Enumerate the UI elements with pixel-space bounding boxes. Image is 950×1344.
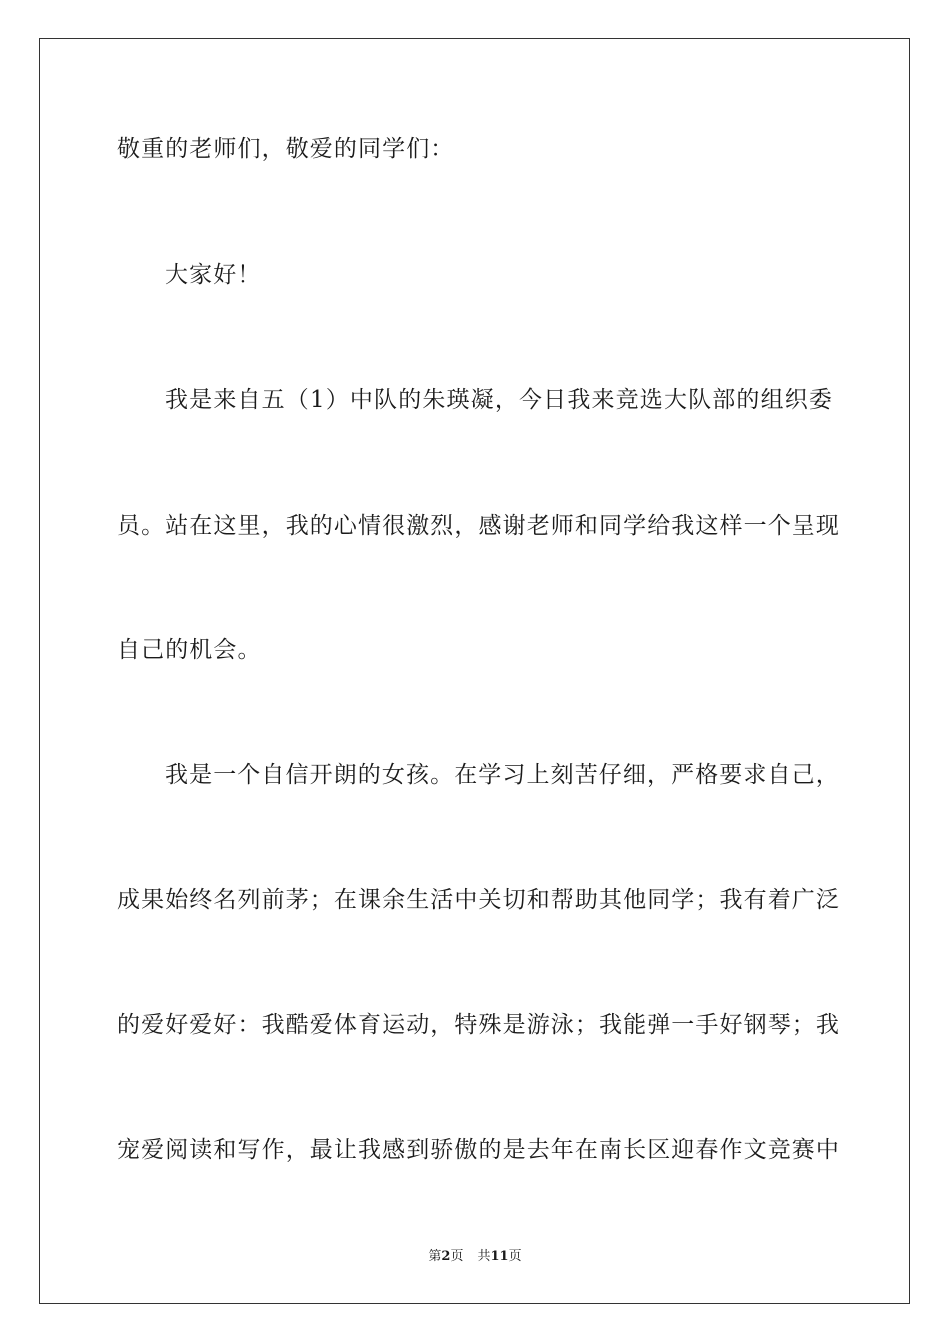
total-pages-number: 11 <box>490 1249 509 1264</box>
paragraph-3-line-4: 宠爱阅读和写作，最让我感到骄傲的是去年在南长区迎春作文竞赛中 <box>117 1137 840 1163</box>
total-prefix: 共 <box>477 1249 491 1264</box>
paragraph-3-line-2: 成果始终名列前茅；在课余生活中关切和帮助其他同学；我有着广泛 <box>117 887 840 913</box>
paragraph-2-line-3: 自己的机会。 <box>117 637 262 663</box>
paragraph-2-line-2: 员。站在这里，我的心情很激烈，感谢老师和同学给我这样一个呈现 <box>117 513 840 539</box>
current-page-number: 2 <box>441 1249 451 1264</box>
paragraph-3-line-3: 的爱好爱好：我酷爱体育运动，特殊是游泳；我能弹一手好钢琴；我 <box>117 1012 840 1038</box>
greeting-line: 敬重的老师们，敬爱的同学们： <box>117 136 455 162</box>
page-prefix: 第 <box>428 1249 442 1264</box>
paragraph-2-line-1: 我是来自五（1）中队的朱瑛凝，今日我来竞选大队部的组织委 <box>165 387 833 413</box>
page-border <box>39 38 910 1304</box>
page-suffix: 页 <box>450 1249 464 1264</box>
total-suffix: 页 <box>508 1249 522 1264</box>
paragraph-1-line-1: 大家好！ <box>165 262 262 288</box>
paragraph-3-line-1: 我是一个自信开朗的女孩。在学习上刻苦仔细，严格要求自己， <box>165 762 840 788</box>
page-footer <box>0 1248 950 1266</box>
